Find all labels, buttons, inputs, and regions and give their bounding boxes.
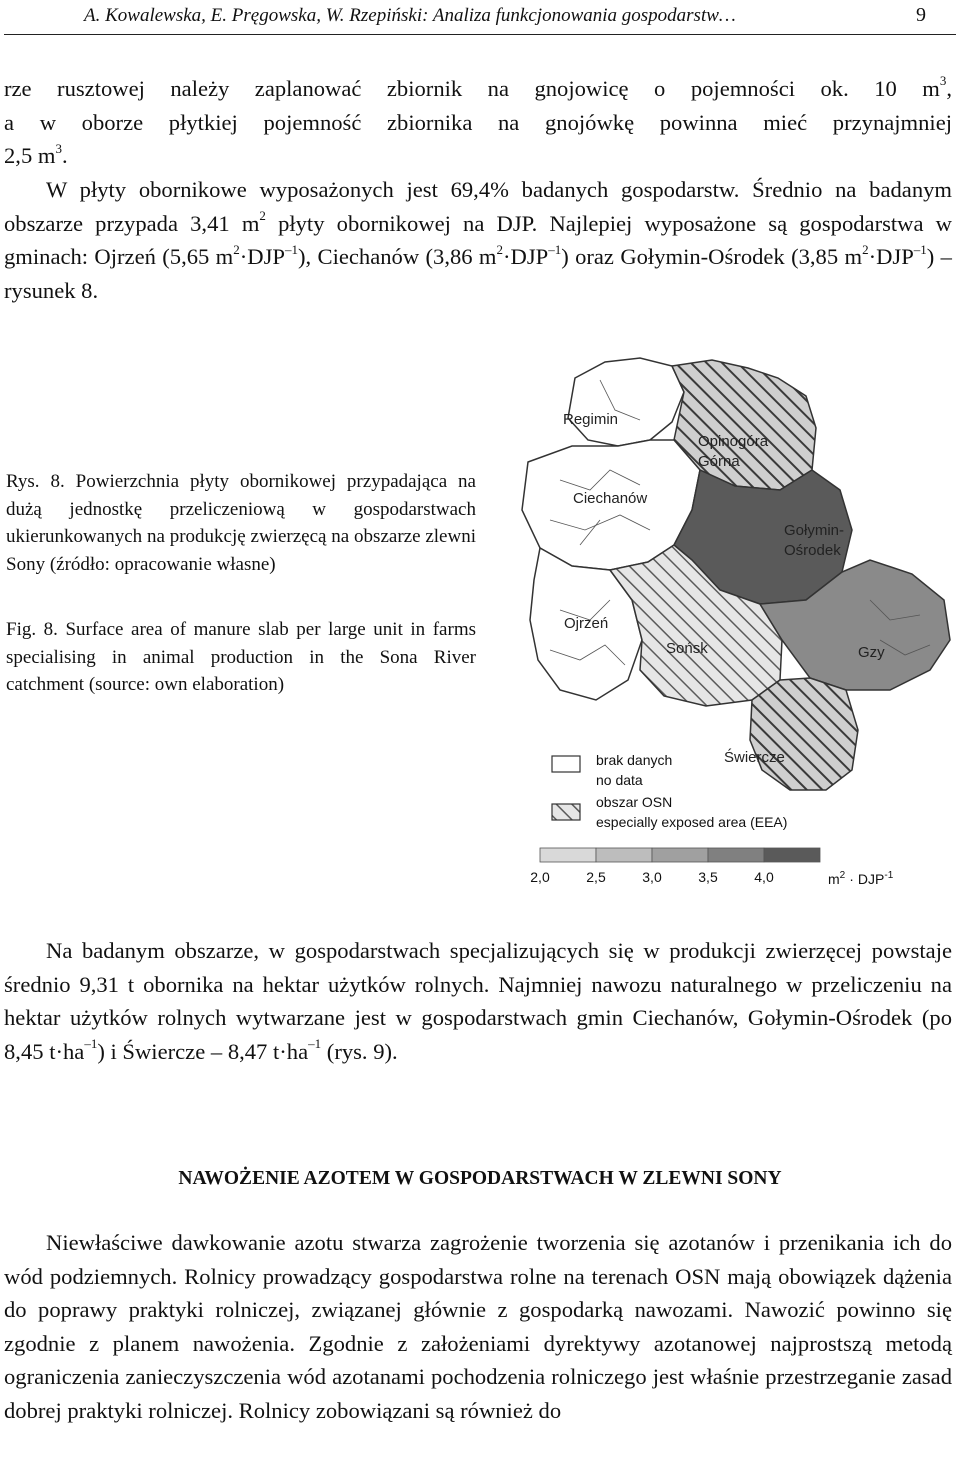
- label-golymin-1: Gołymin-: [784, 522, 845, 539]
- legend-scale-bar: [540, 848, 820, 862]
- scale-tick-label: 2,0: [530, 869, 550, 885]
- scale-swatch: [764, 848, 820, 862]
- label-sonsk: Sońsk: [666, 640, 708, 657]
- paragraph-manure-slab: W płyty obornikowe wyposażonych jest 69,4% badanych gospodarstw. Średnio na badanym obszarze przypada 3,41 $m^2$ płyty obornikowej na DJP. Najlepiej wyposażone są gospodarstwa w gminach: Ojrzeń (5,65 $m^2\cdot DJP^{-1}$), Ciechanów (3,86 $m^2\cdot DJP^{-1}$) oraz Gołymin-Ośrodek (3,85 $m^2\cdot DJP^{-1}$) – rysunek 8.: [4, 177, 952, 303]
- paragraph-manure-production: Na badanym obszarze, w gospodarstwach specjalizujących się w produkcji zwierzęcej powstaje średnio 9,31 t obornika na hektar użytków rolnych. Najmniej nawozu naturalnego w przeliczeniu na hektar użytków rolnych wytwarzane jest w gospodarstwach gmin Ciechanów, Gołymin-Ośrodek (po 8,45 $t\cdot ha^{-1}$) i Świercze – 8,47 $t\cdot ha^{-1}$ (rys. 9).: [4, 938, 952, 1064]
- label-golymin-2: Ośrodek: [784, 542, 841, 559]
- label-ciechanow: Ciechanów: [573, 490, 648, 507]
- line: a w oborze płytkiej pojemność zbiornika na gnojówkę powinna mieć przynajmniej: [4, 109, 952, 135]
- scale-swatch: [596, 848, 652, 862]
- scale-swatch: [652, 848, 708, 862]
- page-number: 9: [916, 4, 926, 26]
- running-title: A. Kowalewska, E. Pręgowska, W. Rzepiński: Analiza funkcjonowania gospodarstw…: [84, 5, 736, 26]
- legend-osn-swatch: [552, 804, 580, 820]
- scale-swatch: [540, 848, 596, 862]
- region-regimin: [568, 358, 684, 446]
- paragraph-nitrogen: Niewłaściwe dawkowanie azotu stwarza zagrożenie tworzenia się azotanów i przenikania ich do wód podziemnych. Rolnicy prowadzący gospodarstwa rolne na terenach OSN mają obowiązek dążenia do poprawy praktyki rolniczej, związanej głównie z gospodarką nawozami. Nawozić powinno się zgodnie z planem nawożenia. Zgodnie z założeniami dyrektywy azotanowej najprostszą metodą ograniczenia zanieczyszczenia wód azotanami pochodzenia rolniczego jest właśnie przestrzeganie zasad dobrej praktyki rolniczej. Rolnicy zobowiązani są również do: [4, 1230, 952, 1423]
- scale-tick-label: 4,0: [754, 869, 774, 885]
- scale-tick-label: 3,5: [698, 869, 718, 885]
- region-swiercze: [750, 678, 858, 790]
- line: 2,5 $m^3$.: [4, 140, 68, 169]
- figure-caption-pl: Rys. 8. Powierzchnia płyty obornikowej przypadająca na dużą jednostkę przeliczeniową w gospodarstwach ukierunkowanych na produkcję zwierzęcą na obszarze zlewni Sony (źródło: opracowanie własne): [6, 471, 476, 575]
- label-opinogora-1: Opinogóra: [698, 433, 769, 450]
- legend-osn-en: especially exposed area (EEA): [596, 814, 788, 830]
- scale-tick-label: 2,5: [586, 869, 606, 885]
- legend-scale-unit: $m^2 \cdot DJP^{-1}$: [828, 870, 894, 887]
- legend-scale-ticks: [530, 869, 774, 885]
- label-swiercze: Świercze: [724, 749, 785, 766]
- label-gzy: Gzy: [858, 644, 885, 661]
- legend-osn-pl: obszar OSN: [596, 794, 673, 810]
- section-title: NAWOŻENIE AZOTEM W GOSPODARSTWACH W ZLEWNI SONY: [178, 1168, 782, 1189]
- scale-swatch: [708, 848, 764, 862]
- label-ojrzen: Ojrzeń: [564, 615, 609, 632]
- legend-no-data-pl: brak danych: [596, 752, 673, 768]
- figure-caption-en: Fig. 8. Surface area of manure slab per large unit in farms specialising in animal production in the Sona River catchment (source: own elaboration): [6, 619, 476, 695]
- line: rze rusztowej należy zaplanować zbiornik na gnojowicę o pojemności ok. 10 $m^3$,: [4, 73, 952, 101]
- label-regimin: Regimin: [563, 411, 619, 428]
- legend-no-data-swatch: [552, 756, 580, 772]
- legend-no-data-en: no data: [596, 772, 643, 788]
- label-opinogora-2: Górna: [698, 453, 740, 470]
- scale-tick-label: 3,0: [642, 869, 662, 885]
